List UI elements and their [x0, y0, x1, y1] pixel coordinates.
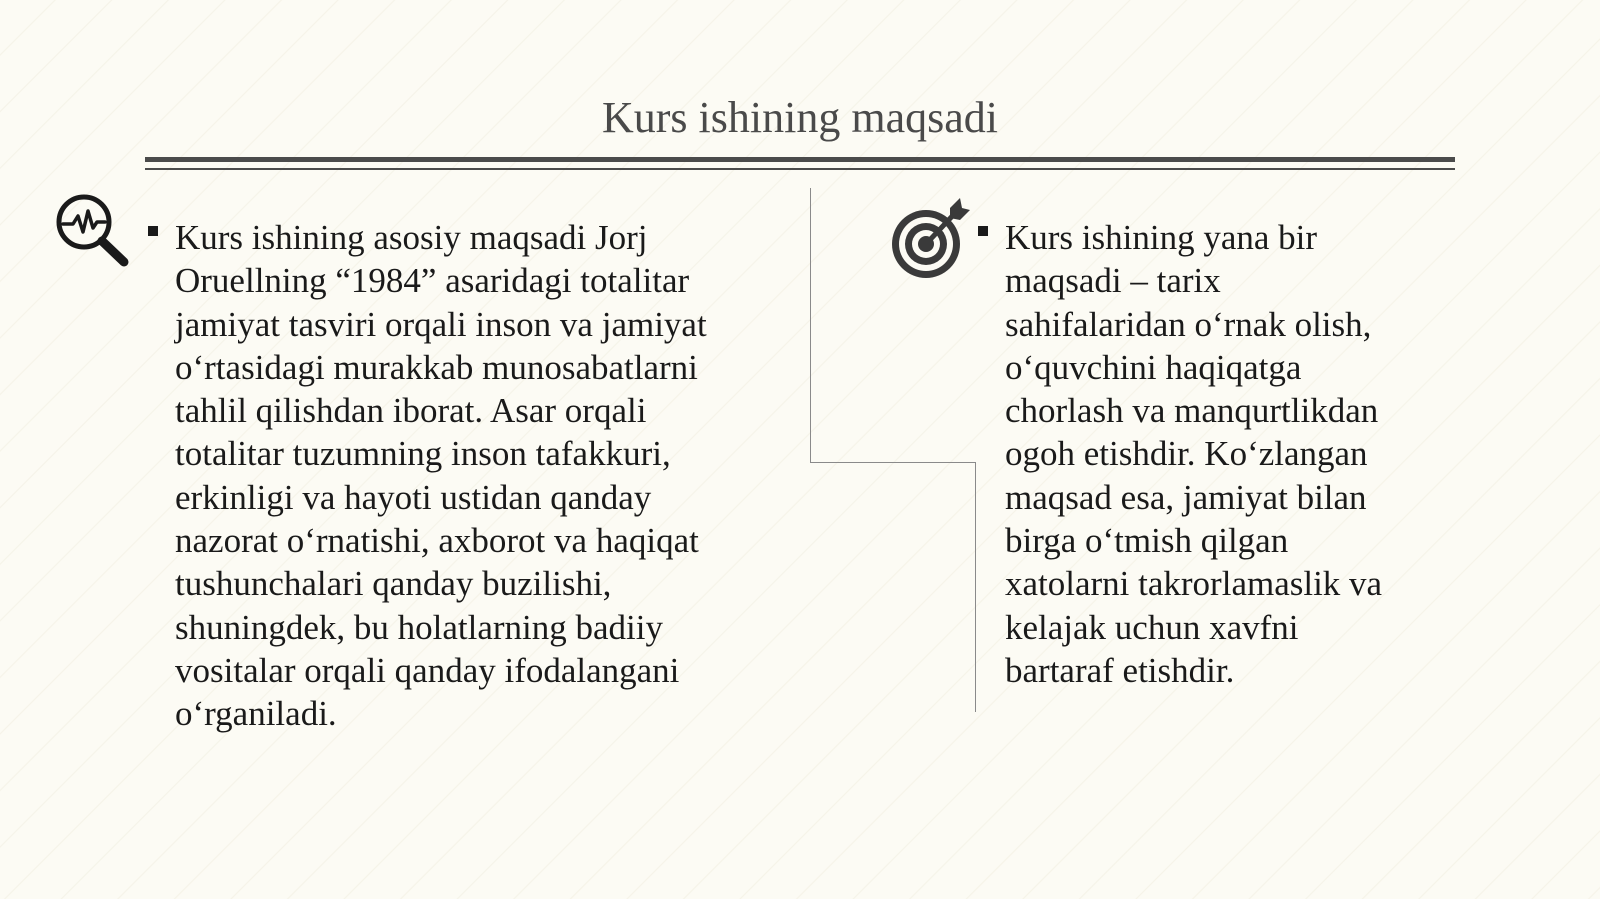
- paragraph-line: bartaraf etishdir.: [1005, 650, 1235, 690]
- left-paragraph: [175, 216, 800, 736]
- paragraph-line: tahlil qilishdan iborat. Asar orqali: [175, 391, 647, 431]
- paragraph-line: Kurs ishining asosiy maqsadi Jorj: [175, 218, 648, 257]
- target-arrow-icon: [890, 192, 974, 284]
- paragraph-line: o‘rtasidagi murakkab munosabatlarni: [175, 347, 698, 387]
- paragraph-line: maqsad esa, jamiyat bilan: [1005, 477, 1367, 517]
- paragraph-line: birga o‘tmish qilgan: [1005, 521, 1289, 561]
- slide-title: Kurs ishining maqsadi: [602, 93, 998, 142]
- bullet-marker: [978, 226, 988, 236]
- right-paragraph: [1005, 216, 1455, 692]
- title-underline-thick: [145, 157, 1455, 162]
- paragraph-line: maqsadi – tarix: [1005, 261, 1221, 301]
- paragraph-line: nazorat o‘rnatishi, axborot va haqiqat: [175, 521, 699, 561]
- paragraph-line: kelajak uchun xavfni: [1005, 607, 1299, 647]
- paragraph-line: ogoh etishdir. Ko‘zlangan: [1005, 434, 1368, 474]
- paragraph-line: erkinligi va hayoti ustidan qanday: [175, 477, 652, 517]
- paragraph-line: o‘rganiladi.: [175, 694, 337, 734]
- paragraph-line: Oruellning “1984” asaridagi totalitar: [175, 261, 690, 301]
- column-divider-step: [810, 462, 976, 463]
- paragraph-line: xatolarni takrorlamaslik va: [1005, 564, 1383, 604]
- paragraph-line: jamiyat tasviri orqali inson va jamiyat: [175, 304, 707, 344]
- paragraph-line: chorlash va manqurtlikdan: [1005, 391, 1379, 431]
- paragraph-line: vositalar orqali qanday ifodalangani: [175, 650, 680, 690]
- paragraph-line: Kurs ishining yana bir: [1005, 218, 1318, 257]
- paragraph-line: shuningdek, bu holatlarning badiiy: [175, 607, 663, 647]
- paragraph-line: tushunchalari qanday buzilishi,: [175, 564, 612, 604]
- magnifier-pulse-icon: [52, 192, 132, 272]
- title-underline-thin: [145, 168, 1455, 170]
- column-divider-upper: [810, 188, 811, 463]
- paragraph-line: sahifalaridan o‘rnak olish,: [1005, 304, 1372, 344]
- paragraph-line: totalitar tuzumning inson tafakkuri,: [175, 434, 671, 474]
- bullet-marker: [148, 226, 158, 236]
- column-divider-lower: [975, 462, 976, 712]
- paragraph-line: o‘quvchini haqiqatga: [1005, 347, 1302, 387]
